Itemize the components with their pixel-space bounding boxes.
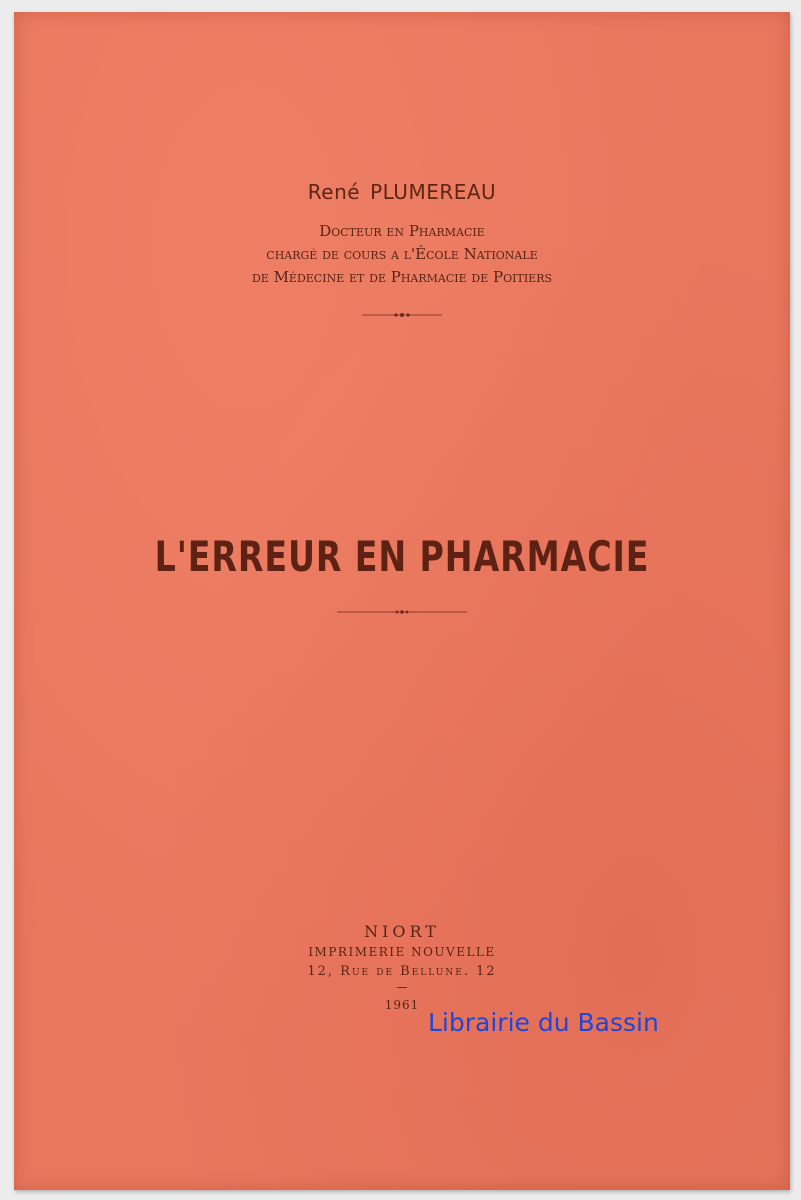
book-title: L'ERREUR EN PHARMACIE xyxy=(154,532,650,581)
ornament-divider-top xyxy=(14,304,790,323)
publisher-address: 12, Rue de Bellune. 12 xyxy=(307,964,497,979)
credential-line: de Médecine et de Pharmacie de Poitiers xyxy=(251,268,553,286)
ornament-icon xyxy=(362,311,442,319)
credential-line: chargé de cours a l'École Nationale xyxy=(266,245,538,263)
bookseller-watermark: Librairie du Bassin xyxy=(428,1008,659,1037)
author-last-name: PLUMEREAU xyxy=(370,180,497,204)
book-cover xyxy=(14,12,790,1190)
ornament-icon xyxy=(337,608,467,616)
author-credentials xyxy=(14,220,790,289)
author-name xyxy=(14,180,790,204)
publication-year: 1961 xyxy=(384,998,420,1012)
ornament-divider-title xyxy=(14,601,790,620)
dash-divider xyxy=(397,987,407,988)
author-first-name: René xyxy=(307,180,361,204)
credential-line: Docteur en Pharmacie xyxy=(319,222,485,240)
publisher-block xyxy=(14,922,790,1013)
publisher-city: NIORT xyxy=(364,922,440,941)
publisher-printer: IMPRIMERIE NOUVELLE xyxy=(308,945,496,959)
